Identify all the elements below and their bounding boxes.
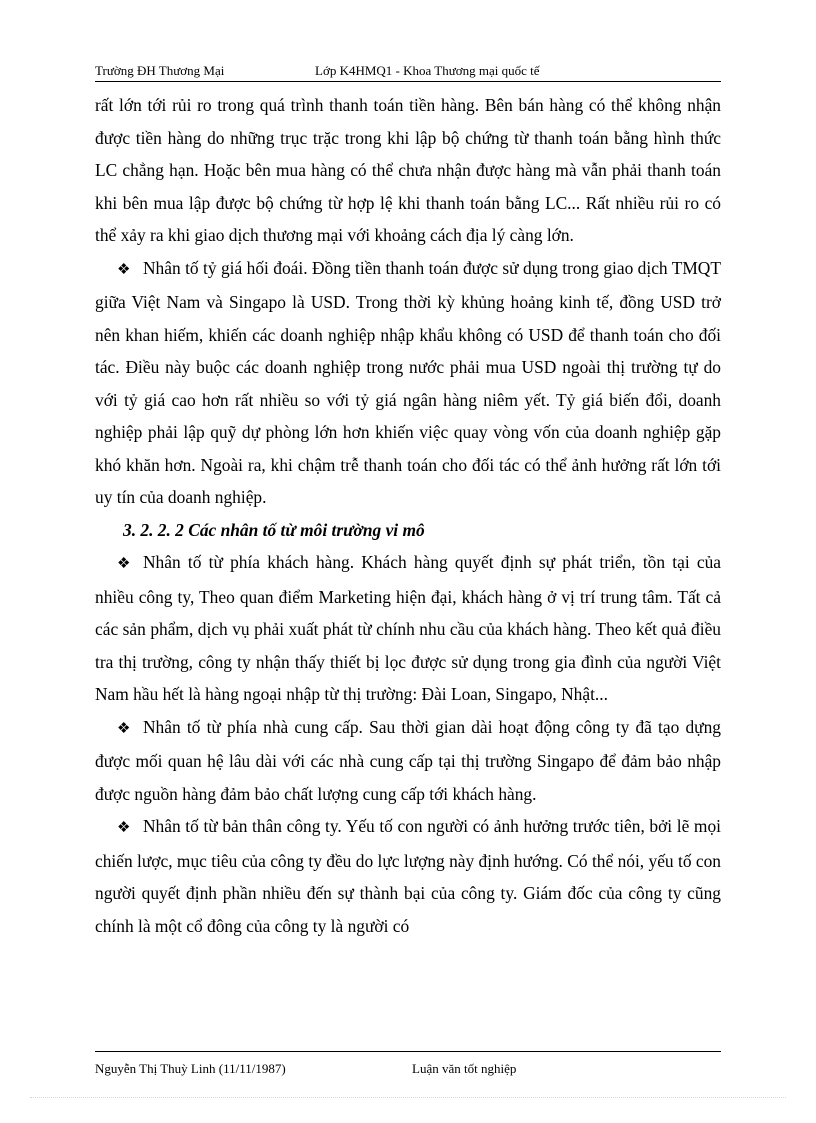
diamond-bullet-icon: ❖ bbox=[117, 720, 131, 737]
page-header bbox=[95, 61, 721, 82]
bullet-customers bbox=[95, 546, 721, 711]
bullet-company-text: Nhân tố từ bản thân công ty. Yếu tố con người có ảnh hưởng trước tiên, bởi lẽ mọi chiến lược, mục tiêu của công ty đều do lực lượng này định hướng. Có thể nói, yếu tố con người quyết định phần nhiều đến sự thành bại của công ty. Giám đốc của công ty cũng chính là một cổ đông của công ty là người có bbox=[95, 816, 721, 936]
diamond-bullet-icon: ❖ bbox=[117, 556, 131, 572]
bullet-exchange-rate bbox=[95, 252, 721, 514]
bullet-exchange-rate-text: Nhân tố tỷ giá hối đoái. Đồng tiền thanh toán được sử dụng trong giao dịch TMQT giữa Việt Nam và Singapo là USD. Trong thời kỳ khủng hoảng kinh tế, đồng USD trở nên khan hiếm, khiến các doanh nghiệp nhập khẩu không có USD để thanh toán cho đối tác. Điều này buộc các doanh nghiệp trong nước phải mua USD ngoài thị trường tự do với tỷ giá cao hơn rất nhiều so với tỷ giá ngân hàng niêm yết. Tỷ giá biến đổi, doanh nghiệp phải lập quỹ dự phòng lớn hơn khiến việc quay vòng vốn của doanh nghiệp gặp khó khăn hơn. Ngoài ra, khi chậm trễ thanh toán cho đối tác có thể ảnh hưởng rất lớn tới uy tín của doanh nghiệp. bbox=[95, 257, 721, 507]
footer-author: Nguyễn Thị Thuỳ Linh (11/11/1987) bbox=[95, 1061, 286, 1076]
diamond-bullet-icon: ❖ bbox=[117, 261, 131, 278]
bullet-suppliers bbox=[95, 711, 721, 811]
page-divider bbox=[30, 1097, 786, 1098]
page-footer bbox=[95, 1051, 721, 1076]
diamond-bullet-icon: ❖ bbox=[117, 820, 131, 836]
section-heading: 3. 2. 2. 2 Các nhân tố từ môi trường vi mô bbox=[123, 519, 425, 540]
footer-title: Luận văn tốt nghiệp bbox=[412, 1061, 517, 1076]
bullet-company bbox=[95, 810, 721, 942]
bullet-customers-text: Nhân tố từ phía khách hàng. Khách hàng quyết định sự phát triển, tồn tại của nhiều công ty, Theo quan điểm Marketing hiện đại, khách hàng ở vị trí trung tâm. Tất cả các sản phẩm, dịch vụ phải xuất phát từ chính nhu cầu của khách hàng. Theo kết quả điều tra thị trường, công ty nhận thấy thiết bị lọc được sử dụng trong gia đình của người Việt Nam hầu hết là hàng ngoại nhập từ thị trường: Đài Loan, Singapo, Nhật... bbox=[95, 552, 721, 704]
page-body bbox=[95, 89, 721, 942]
bullet-suppliers-text: Nhân tố từ phía nhà cung cấp. Sau thời gian dài hoạt động công ty đã tạo dựng được mối quan hệ lâu dài với các nhà cung cấp tại thị trường Singapo để đảm bảo nhập được nguồn hàng đảm bảo chất lượng cung cấp tới khách hàng. bbox=[95, 716, 721, 804]
header-class: Lớp K4HMQ1 - Khoa Thương mại quốc tế bbox=[315, 63, 540, 78]
paragraph-risk: rất lớn tới rủi ro trong quá trình thanh toán tiền hàng. Bên bán hàng có thể không nhận được tiền hàng do những trục trặc trong khi lập bộ chứng từ thanh toán bằng hình thức LC chẳng hạn. Hoặc bên mua hàng có thể chưa nhận được hàng mà vẫn phải thanh toán khi bên mua lập được bộ chứng từ hợp lệ khi thanh toán bằng LC... Rất nhiều rủi ro có thể xảy ra khi giao dịch thương mại với khoảng cách địa lý càng lớn. bbox=[95, 95, 721, 245]
header-school: Trường ĐH Thương Mại bbox=[95, 63, 225, 78]
